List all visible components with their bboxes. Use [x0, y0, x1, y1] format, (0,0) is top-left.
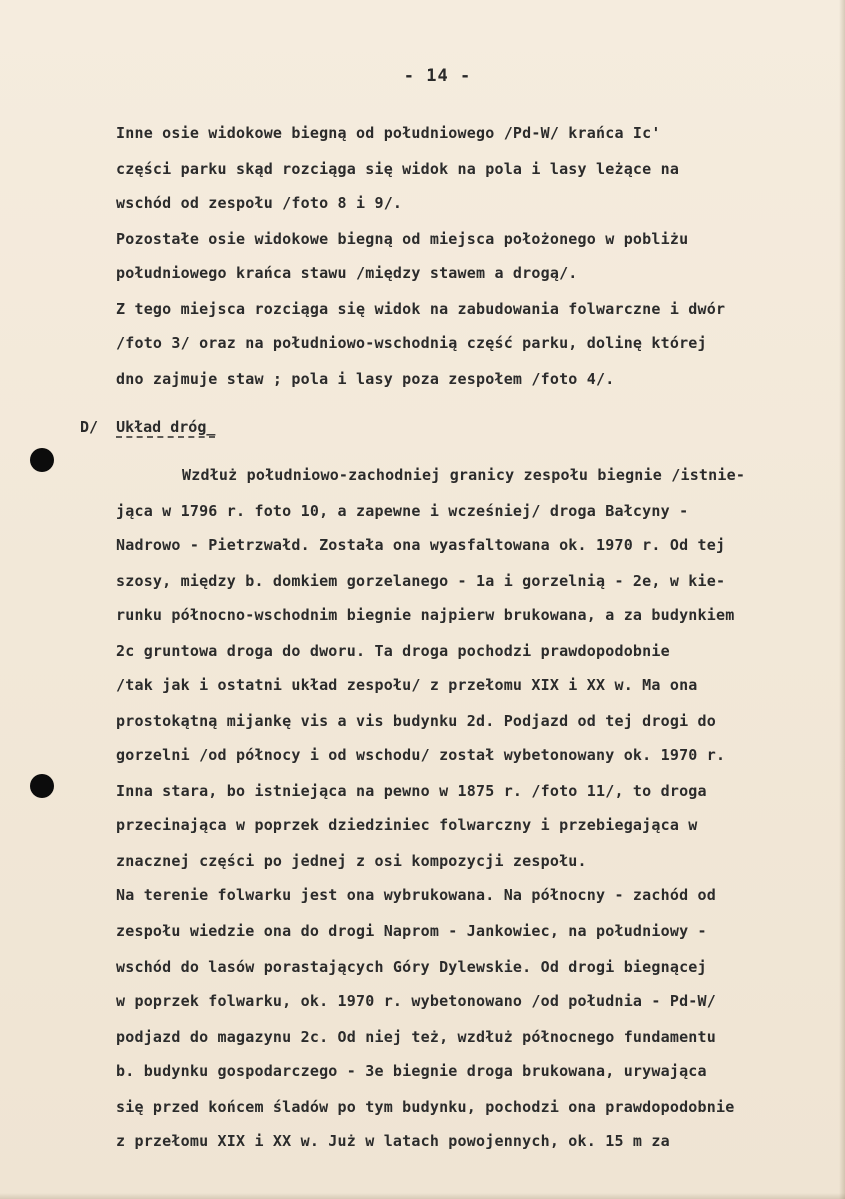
- text-line: części parku skąd rozciąga się widok na pola i lasy leżące na: [116, 160, 680, 178]
- text-line: Nadrowo - Pietrzwałd. Została ona wyasfaltowana ok. 1970 r. Od tej: [116, 536, 726, 554]
- text-line: runku północno-wschodnim biegnie najpierw brukowana, a za budynkiem: [116, 606, 735, 624]
- text-line: Z tego miejsca rozciąga się widok na zabudowania folwarczne i dwór: [116, 300, 726, 318]
- section-heading: [80, 418, 215, 436]
- text-line: podjazd do magazynu 2c. Od niej też, wzdłuż północnego fundamentu: [116, 1028, 716, 1046]
- text-line: wschód do lasów porastających Góry Dylewskie. Od drogi biegnącej: [116, 958, 707, 976]
- text-line: Na terenie folwarku jest ona wybrukowana. Na północny - zachód od: [116, 886, 716, 904]
- text-line: 2c gruntowa droga do dworu. Ta droga pochodzi prawdopodobnie: [116, 642, 670, 660]
- text-line: wschód od zespołu /foto 8 i 9/.: [116, 194, 403, 212]
- page-edge-shadow-bottom: [0, 1193, 845, 1199]
- page-edge-shadow: [839, 0, 845, 1199]
- binder-hole: [30, 448, 54, 472]
- text-line: Inne osie widokowe biegną od południowego /Pd-W/ krańca Ic': [116, 124, 661, 142]
- text-line: prostokątną mijankę vis a vis budynku 2d. Podjazd od tej drogi do: [116, 712, 716, 730]
- text-line: się przed końcem śladów po tym budynku, pochodzi ona prawdopodobnie: [116, 1098, 735, 1116]
- text-line: południowego krańca stawu /między stawem a drogą/.: [116, 264, 578, 282]
- text-line: przecinająca w poprzek dziedziniec folwarczny i przebiegająca w: [116, 816, 698, 834]
- page-number: - 14 -: [403, 66, 472, 86]
- text-line: dno zajmuje staw ; pola i lasy poza zespołem /foto 4/.: [116, 370, 615, 388]
- text-line: w poprzek folwarku, ok. 1970 r. wybetonowano /od południa - Pd-W/: [116, 992, 716, 1010]
- text-line: szosy, między b. domkiem gorzelanego - 1a i gorzelnią - 2e, w kie-: [116, 572, 726, 590]
- text-line: z przełomu XIX i XX w. Już w latach powojennych, ok. 15 m za: [116, 1132, 670, 1150]
- binder-hole: [30, 774, 54, 798]
- text-line: /tak jak i ostatni układ zespołu/ z przełomu XIX i XX w. Ma ona: [116, 676, 698, 694]
- text-line: znacznej części po jednej z osi kompozycji zespołu.: [116, 852, 587, 870]
- section-heading-prefix: D/: [80, 418, 99, 436]
- text-line: gorzelni /od północy i od wschodu/ został wybetonowany ok. 1970 r.: [116, 746, 726, 764]
- text-line: Pozostałe osie widokowe biegną od miejsca położonego w pobliżu: [116, 230, 689, 248]
- text-line: b. budynku gospodarczego - 3e biegnie droga brukowana, urywająca: [116, 1062, 707, 1080]
- text-line: /foto 3/ oraz na południowo-wschodnią część parku, dolinę której: [116, 334, 707, 352]
- section-heading-title: Układ dróg_: [116, 418, 216, 436]
- text-line: Inna stara, bo istniejąca na pewno w 1875 r. /foto 11/, to droga: [116, 782, 707, 800]
- text-line: jąca w 1796 r. foto 10, a zapewne i wcześniej/ droga Bałcyny -: [116, 502, 689, 520]
- text-line: Wzdłuż południowo-zachodniej granicy zespołu biegnie /istnie-: [182, 466, 746, 484]
- text-line: zespołu wiedzie ona do drogi Naprom - Jankowiec, na południowy -: [116, 922, 707, 940]
